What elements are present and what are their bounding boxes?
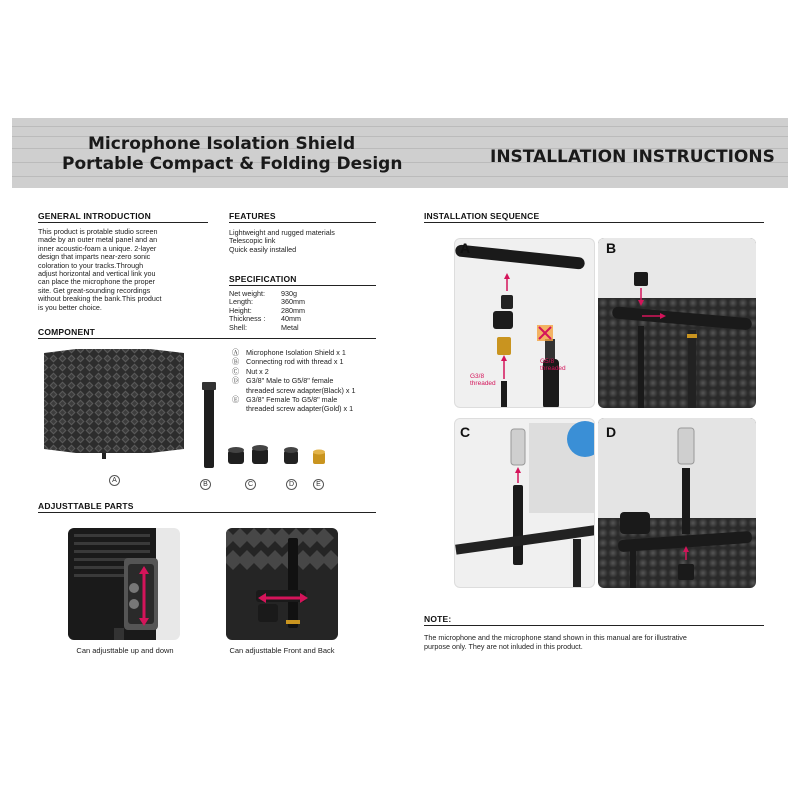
feature-item: Quick easily installed [229, 244, 297, 254]
product-title-line1: Microphone Isolation Shield [88, 134, 356, 154]
specification-heading: SPECIFICATION [229, 274, 297, 284]
divider [424, 222, 764, 223]
g58-threaded-label: G5/8 threaded [540, 358, 566, 372]
general-introduction-heading: GENERAL INTRODUCTION [38, 211, 151, 221]
note-text: The microphone and the microphone stand shown in this manual are for illustrative purpose only. They are not inluded in this product. [424, 633, 687, 651]
component-item: Ⓐ Microphone Isolation Shield x 1 [232, 348, 346, 357]
component-item-continued: threaded screw adapter(Gold) x 1 [246, 404, 354, 414]
component-item: Ⓑ Connecting rod with thread x 1 [232, 357, 344, 367]
label-e: E [313, 479, 324, 490]
divider [229, 222, 376, 223]
step-d-label: D [606, 424, 617, 440]
adjust-up-down-photo [68, 528, 180, 640]
component-item-continued: threaded screw adapter(Black) x 1 [246, 385, 356, 395]
component-item: Ⓒ Nut x 2 [232, 366, 269, 376]
label-d: D [286, 479, 297, 490]
caption-front-back: Can adjusttable Front and Back [229, 646, 335, 655]
spec-row: Net weight: 930g [229, 289, 297, 298]
feature-item: Telescopic link [229, 236, 276, 246]
specification-table [229, 290, 305, 332]
divider [38, 222, 208, 223]
spec-row: Height: 280mm [229, 305, 305, 315]
adjustable-parts-heading: ADJUSTTABLE PARTS [38, 501, 134, 511]
divider [424, 625, 764, 626]
divider [38, 512, 376, 513]
divider [229, 285, 376, 286]
spec-row: Shell: Metal [229, 322, 299, 332]
label-a: A [109, 475, 120, 486]
features-heading: FEATURES [229, 211, 276, 221]
component-heading: COMPONENT [38, 327, 96, 337]
step-a-label: A [460, 240, 471, 256]
step-c-photo [454, 418, 595, 588]
label-b: B [200, 479, 211, 490]
spec-row: Thickness : 40mm [229, 314, 301, 324]
component-item: Ⓔ G3/8" Female To G5/8" male [232, 395, 338, 405]
step-b-photo [598, 238, 756, 408]
step-b-label: B [606, 240, 617, 256]
product-title-line2: Portable Compact & Folding Design [62, 154, 403, 174]
divider [38, 338, 376, 339]
spec-row: Length: 360mm [229, 297, 305, 307]
installation-title: INSTALLATION INSTRUCTIONS [490, 147, 775, 167]
component-list [232, 348, 392, 414]
step-c-label: C [460, 424, 471, 440]
note-heading: NOTE: [424, 614, 452, 624]
features-list [229, 229, 335, 254]
step-d-photo [598, 418, 756, 588]
g38-threaded-label: G3/8 threaded [470, 373, 496, 387]
feature-item: Lightweight and rugged materials [229, 228, 335, 237]
isolation-shield-image [40, 345, 188, 463]
adjust-front-back-photo [226, 528, 338, 640]
component-item: Ⓓ G3/8" Male to G5/8" female [232, 376, 334, 386]
installation-sequence-heading: INSTALLATION SEQUENCE [424, 211, 540, 221]
label-c: C [245, 479, 256, 490]
general-introduction-text: This product is protable studio screen made by an outer metal panel and an inner acoustic-foam a unique. 2-layer design that imparts near-zero sonic coloration to your tracks.Through adjust horizontal and vertical link you can place the microphone the proper site. Get great-sounding recordings without breaking the bank.This product is you better choice. [38, 227, 162, 312]
caption-up-down: Can adjusttable up and down [76, 646, 174, 655]
